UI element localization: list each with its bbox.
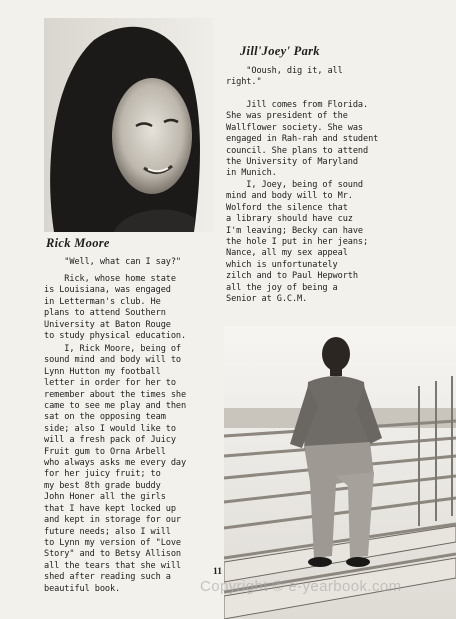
- joey-park-stadium-photo: [224, 326, 456, 619]
- copyright-watermark: Copyright © e-yearbook.com: [200, 578, 402, 595]
- joey-park-bio: Jill comes from Florida. She was president of the Wallflower society. She was engaged in Rah-rah and student council. She plans to attend the University of Maryland in Munich.: [226, 100, 379, 179]
- rick-moore-portrait-photo: [44, 18, 214, 232]
- joey-park-name-heading: Jill'Joey' Park: [240, 44, 320, 58]
- rick-moore-name-heading: Rick Moore: [46, 236, 110, 250]
- joey-park-quote: "Ooush, dig it, all right.": [226, 66, 343, 88]
- rick-moore-bio: Rick, whose home state is Louisiana, was engaged in Letterman's club. He plans to attend Southern University at Baton Rouge to study physical education.: [44, 274, 187, 342]
- joey-park-will: I, Joey, being of sound mind and body will to Mr. Wolford the silence that a library should have cuz I'm leaving; Becky can have the hole I put in her jeans; Nance, all my sex appeal which is unfortunately zilch and to Paul Hepworth all the joy of being a Senior at G.C.M.: [226, 180, 369, 305]
- rick-moore-quote: "Well, what can I say?": [44, 257, 181, 267]
- page-number: 11: [213, 567, 222, 577]
- rick-moore-will: I, Rick Moore, being of sound mind and body will to Lynn Hutton my football letter in order for her to remember about the times she came to see me play and then sat on the opposing team side; also I would like to will a fresh pack of Juicy Fruit gum to Orna Arbell who always asks me every day for her juicy fruit; to my best 8th grade buddy John Honer all the girls that I have kept locked up and kept in storage for our future needs; also I will to Lynn my version of "Love Story" and to Betsy Allison all the tears that she will shed after reading such a beautiful book.: [44, 344, 187, 594]
